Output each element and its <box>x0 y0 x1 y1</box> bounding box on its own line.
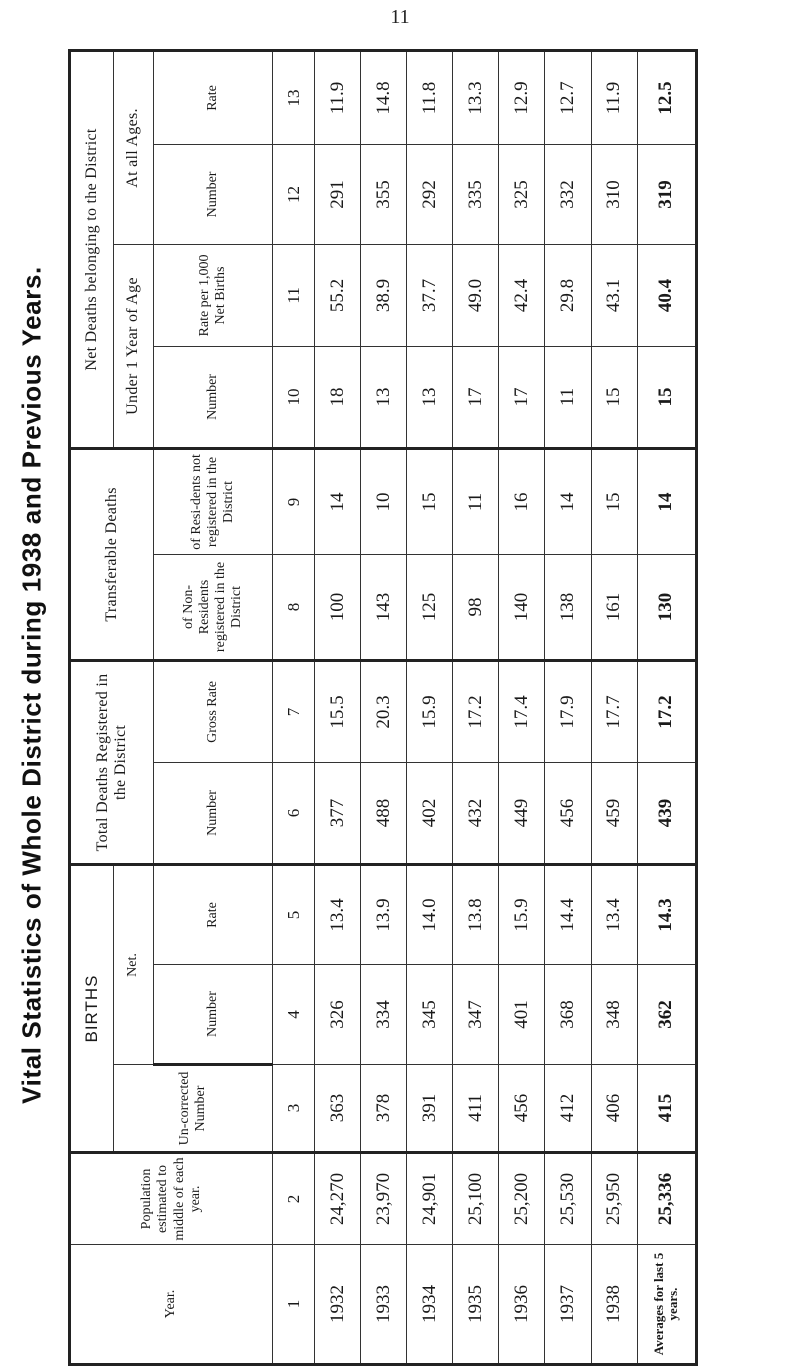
all-number-cell: 325 <box>499 144 545 244</box>
averages-row <box>637 50 696 1364</box>
gross-rate-cell: 17.9 <box>545 660 591 762</box>
transferable-deaths-header: Transferable Deaths <box>70 448 154 660</box>
column-number: 10 <box>273 346 315 448</box>
infant-number-header: Number <box>153 346 272 448</box>
population-cell: 25,950 <box>591 1153 637 1245</box>
all-rate-cell: 12.5 <box>637 50 696 144</box>
column-number: 13 <box>273 50 315 144</box>
table-title: Vital Statistics of Whole District during 1938 and Previous Years. <box>16 266 47 1104</box>
all-rate-cell: 12.7 <box>545 50 591 144</box>
uncorrected-header: Un-corrected Number <box>113 1065 272 1153</box>
residents-not-cell: 10 <box>361 448 407 554</box>
residents-not-header: of Resi-dents not registered in the District <box>153 448 272 554</box>
column-number: 11 <box>273 244 315 346</box>
year-cell: 1935 <box>453 1245 499 1365</box>
gross-rate-header: Gross Rate <box>153 660 272 762</box>
residents-not-cell: 14 <box>637 448 696 554</box>
births-number-cell: 368 <box>545 965 591 1065</box>
infant-number-cell: 15 <box>637 346 696 448</box>
births-rate-cell: 14.0 <box>407 864 453 964</box>
table-row <box>545 50 591 1364</box>
statistics-table-rotated <box>68 52 698 1366</box>
deaths-number-cell: 449 <box>499 762 545 864</box>
page-number: 11 <box>390 6 410 28</box>
gross-rate-cell: 20.3 <box>361 660 407 762</box>
table-row <box>361 50 407 1364</box>
infant-number-cell: 11 <box>545 346 591 448</box>
births-number-cell: 348 <box>591 965 637 1065</box>
all-number-cell: 319 <box>637 144 696 244</box>
infant-number-cell: 17 <box>453 346 499 448</box>
header-row-1 <box>70 50 114 1364</box>
column-number: 6 <box>273 762 315 864</box>
gross-rate-cell: 17.2 <box>453 660 499 762</box>
year-cell: 1933 <box>361 1245 407 1365</box>
table-row <box>499 50 545 1364</box>
non-residents-cell: 143 <box>361 554 407 660</box>
table-row <box>453 50 499 1364</box>
gross-rate-cell: 15.9 <box>407 660 453 762</box>
uncorrected-cell: 378 <box>361 1065 407 1153</box>
deaths-number-cell: 488 <box>361 762 407 864</box>
all-rate-cell: 11.9 <box>315 50 361 144</box>
infant-number-cell: 15 <box>591 346 637 448</box>
residents-not-cell: 11 <box>453 448 499 554</box>
births-number-cell: 345 <box>407 965 453 1065</box>
infant-number-cell: 17 <box>499 346 545 448</box>
column-number: 4 <box>273 965 315 1065</box>
column-number: 3 <box>273 1065 315 1153</box>
vital-statistics-table <box>68 49 698 1366</box>
infant-number-cell: 13 <box>361 346 407 448</box>
year-cell: 1937 <box>545 1245 591 1365</box>
infant-rate-cell: 55.2 <box>315 244 361 346</box>
non-residents-cell: 98 <box>453 554 499 660</box>
births-rate-cell: 14.4 <box>545 864 591 964</box>
infant-rate-cell: 43.1 <box>591 244 637 346</box>
deaths-number-cell: 456 <box>545 762 591 864</box>
non-residents-cell: 100 <box>315 554 361 660</box>
gross-rate-cell: 17.2 <box>637 660 696 762</box>
non-residents-cell: 140 <box>499 554 545 660</box>
under-1-header: Under 1 Year of Age <box>113 244 153 448</box>
all-number-cell: 332 <box>545 144 591 244</box>
births-number-cell: 347 <box>453 965 499 1065</box>
residents-not-cell: 15 <box>407 448 453 554</box>
deaths-number-cell: 459 <box>591 762 637 864</box>
column-number: 7 <box>273 660 315 762</box>
births-rate-cell: 15.9 <box>499 864 545 964</box>
all-number-cell: 335 <box>453 144 499 244</box>
uncorrected-cell: 412 <box>545 1065 591 1153</box>
column-number: 8 <box>273 554 315 660</box>
column-number: 12 <box>273 144 315 244</box>
all-rate-cell: 11.8 <box>407 50 453 144</box>
infant-rate-cell: 40.4 <box>637 244 696 346</box>
table-row <box>315 50 361 1364</box>
infant-number-cell: 18 <box>315 346 361 448</box>
gross-rate-cell: 15.5 <box>315 660 361 762</box>
all-rate-cell: 12.9 <box>499 50 545 144</box>
all-ages-header: At all Ages. <box>113 50 153 244</box>
infant-rate-cell: 38.9 <box>361 244 407 346</box>
column-number-row <box>273 50 315 1364</box>
year-cell: 1936 <box>499 1245 545 1365</box>
uncorrected-cell: 415 <box>637 1065 696 1153</box>
uncorrected-cell: 391 <box>407 1065 453 1153</box>
infant-rate-cell: 37.7 <box>407 244 453 346</box>
all-rate-header: Rate <box>153 50 272 144</box>
infant-rate-cell: 42.4 <box>499 244 545 346</box>
births-number-header: Number <box>153 965 272 1065</box>
all-rate-cell: 11.9 <box>591 50 637 144</box>
residents-not-cell: 16 <box>499 448 545 554</box>
population-cell: 24,901 <box>407 1153 453 1245</box>
non-residents-cell: 130 <box>637 554 696 660</box>
births-number-cell: 326 <box>315 965 361 1065</box>
averages-label: Averages for last 5 years. <box>637 1245 696 1365</box>
column-number: 1 <box>273 1245 315 1365</box>
population-cell: 25,200 <box>499 1153 545 1245</box>
deaths-number-cell: 402 <box>407 762 453 864</box>
births-rate-cell: 13.4 <box>591 864 637 964</box>
non-residents-cell: 161 <box>591 554 637 660</box>
all-number-cell: 292 <box>407 144 453 244</box>
all-number-header: Number <box>153 144 272 244</box>
births-number-cell: 401 <box>499 965 545 1065</box>
births-rate-cell: 13.4 <box>315 864 361 964</box>
non-residents-header: of Non-Residents registered in the District <box>153 554 272 660</box>
infant-number-cell: 13 <box>407 346 453 448</box>
deaths-number-header: Number <box>153 762 272 864</box>
uncorrected-cell: 406 <box>591 1065 637 1153</box>
deaths-number-cell: 432 <box>453 762 499 864</box>
all-number-cell: 355 <box>361 144 407 244</box>
year-cell: 1932 <box>315 1245 361 1365</box>
all-rate-cell: 14.8 <box>361 50 407 144</box>
infant-rate-cell: 49.0 <box>453 244 499 346</box>
all-rate-cell: 13.3 <box>453 50 499 144</box>
births-number-cell: 362 <box>637 965 696 1065</box>
gross-rate-cell: 17.7 <box>591 660 637 762</box>
column-number: 9 <box>273 448 315 554</box>
population-cell: 24,270 <box>315 1153 361 1245</box>
deaths-number-cell: 377 <box>315 762 361 864</box>
births-rate-header: Rate <box>153 864 272 964</box>
uncorrected-cell: 363 <box>315 1065 361 1153</box>
all-number-cell: 310 <box>591 144 637 244</box>
residents-not-cell: 14 <box>315 448 361 554</box>
uncorrected-cell: 456 <box>499 1065 545 1153</box>
population-cell: 25,530 <box>545 1153 591 1245</box>
population-cell: 25,336 <box>637 1153 696 1245</box>
population-cell: 23,970 <box>361 1153 407 1245</box>
table-row <box>591 50 637 1364</box>
table-row <box>407 50 453 1364</box>
gross-rate-cell: 17.4 <box>499 660 545 762</box>
deaths-number-cell: 439 <box>637 762 696 864</box>
population-header: Population estimated to middle of each year. <box>70 1153 273 1245</box>
infant-rate-cell: 29.8 <box>545 244 591 346</box>
total-deaths-header: Total Deaths Registered in the District <box>70 660 154 864</box>
non-residents-cell: 138 <box>545 554 591 660</box>
residents-not-cell: 15 <box>591 448 637 554</box>
population-cell: 25,100 <box>453 1153 499 1245</box>
residents-not-cell: 14 <box>545 448 591 554</box>
column-number: 2 <box>273 1153 315 1245</box>
births-number-cell: 334 <box>361 965 407 1065</box>
infant-rate-header: Rate per 1,000 Net Births <box>153 244 272 346</box>
births-net-header: Net. <box>113 864 153 1064</box>
year-header: Year. <box>70 1245 273 1365</box>
column-number: 5 <box>273 864 315 964</box>
non-residents-cell: 125 <box>407 554 453 660</box>
births-header: BIRTHS <box>70 864 114 1152</box>
births-rate-cell: 13.8 <box>453 864 499 964</box>
net-deaths-header: Net Deaths belonging to the District <box>70 50 114 448</box>
births-rate-cell: 13.9 <box>361 864 407 964</box>
uncorrected-cell: 411 <box>453 1065 499 1153</box>
year-cell: 1934 <box>407 1245 453 1365</box>
births-rate-cell: 14.3 <box>637 864 696 964</box>
all-number-cell: 291 <box>315 144 361 244</box>
year-cell: 1938 <box>591 1245 637 1365</box>
